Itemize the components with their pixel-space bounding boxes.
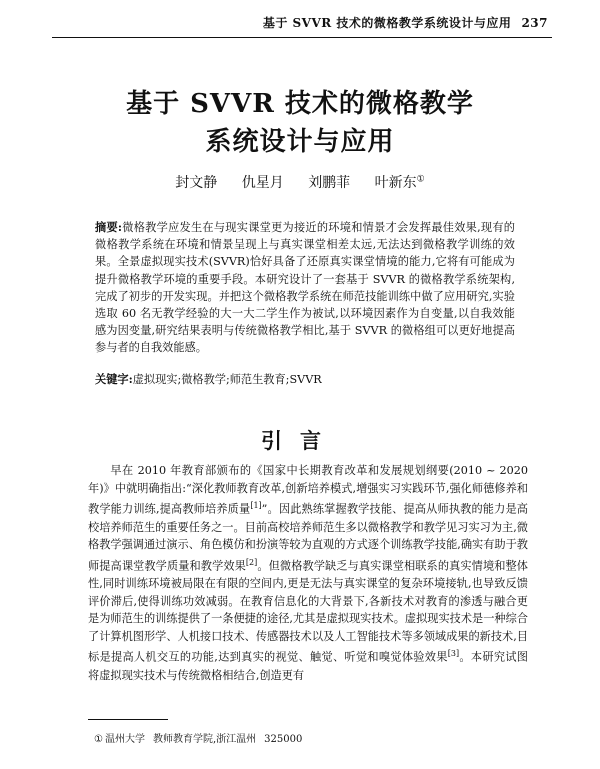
author-footnote-mark: ①	[416, 174, 425, 185]
author-2: 仇星月	[241, 175, 284, 191]
body-text-part-3: 。但微格教学缺乏与真实课堂相联系的真实情境和整体性,同时训练环境被局限在有限的空间内,更是无法与真实课堂的复杂环境接轨,也导致反馈评价滞后,使得训练功效减弱。在教育信息化的大背景下,各新技术对教育的渗透与融合更是为师范生的训练提供了一条便捷的途径,尤其是虚拟现实技术。虚拟现实技术是一种综合了计算机图形学、人机接口技术、传感器技术以及人工智能技术等多领域成果的新技术,目标是提高人机交互的功能,达到真实的视觉、触觉、听觉和嗅觉体验效果	[88, 559, 528, 665]
abstract-text: 微格教学应发生在与现实课堂更为接近的环境和情景才会发挥最佳效果,现有的微格教学系统在环境和情景呈现上与真实课堂相差太远,无法达到微格教学训练的效果。全景虚拟现实技术(SVVR)恰好具备了还原真实课堂情境的能力,它将有可能成为提升微格教学环境的重要手段。本研究设计了一套基于 SVVR 的微格教学系统架构,完成了初步的开发实现。并把这个微格教学系统在师范技能训练中做了应用研究,实验选取 60 名无教学经验的大一大二学生作为被试,以环境因素作为自变量,以自我效能感为因变量,研究结果表明与传统微格教学相比,基于 SVVR 的微格组可以更好地提高参与者的自我效能感。	[95, 221, 515, 355]
citation-3[interactable]: [3]	[447, 649, 460, 659]
body-paragraph	[88, 462, 528, 684]
section-heading-introduction: 引言	[261, 428, 339, 453]
keywords	[95, 371, 515, 387]
body-text-part-1: 早在 2010 年教育部颁布的《国家中长期教育改革和发展规划纲要(2010 ~ 2020 年)》中就明确指出:“深化教师教育改革,创新培养模式,增强实习实践环节,强化师德修养和教学能力训练,提高教师培养质量	[88, 464, 528, 516]
citation-1[interactable]: [1]	[250, 501, 262, 511]
citation-2[interactable]: [2]	[245, 557, 258, 567]
body-text-part-4: 。本研究试图将虚拟现实技术与传统微格相结合,创造更有	[88, 651, 528, 682]
author-1: 封文静	[175, 175, 218, 191]
header-rule	[52, 37, 552, 38]
paper-title-line-2: 系统设计与应用	[205, 127, 395, 157]
running-head	[263, 14, 548, 31]
author-3: 刘鹏菲	[308, 175, 351, 191]
footnote-postcode: 325000	[264, 734, 303, 745]
keywords-label: 关键字:	[95, 372, 133, 386]
page-number: 237	[521, 16, 548, 30]
footnote	[94, 730, 310, 745]
abstract-label: 摘要:	[95, 220, 123, 234]
body-text-part-2: ”。因此熟练掌握教学技能、提高从师执教的能力是高校培养师范生的重要任务之一。目前高校培养师范生多以微格教学和教学见习实习为主,微格教学强调通过演示、角色模仿和扮演等较为直观的方式逐个训练教学技能,确实有助于教师提高课堂教学质量和教学效果	[88, 502, 528, 573]
paper-title-line-1: 基于 SVVR 技术的微格教学	[126, 89, 474, 119]
abstract	[95, 219, 515, 357]
footnote-mark: ①	[94, 734, 103, 745]
footnote-org: 温州大学	[104, 734, 145, 745]
footnote-rule	[88, 719, 168, 720]
author-4	[375, 175, 425, 191]
author-4-name: 叶新东	[374, 175, 417, 191]
keywords-text: 虚拟现实;微格教学;师范生教育;SVVR	[132, 373, 322, 386]
author-list	[0, 172, 600, 192]
running-head-text: 基于 SVVR 技术的微格教学系统设计与应用	[262, 16, 512, 30]
footnote-dept: 教师教育学院,浙江温州	[152, 734, 257, 745]
